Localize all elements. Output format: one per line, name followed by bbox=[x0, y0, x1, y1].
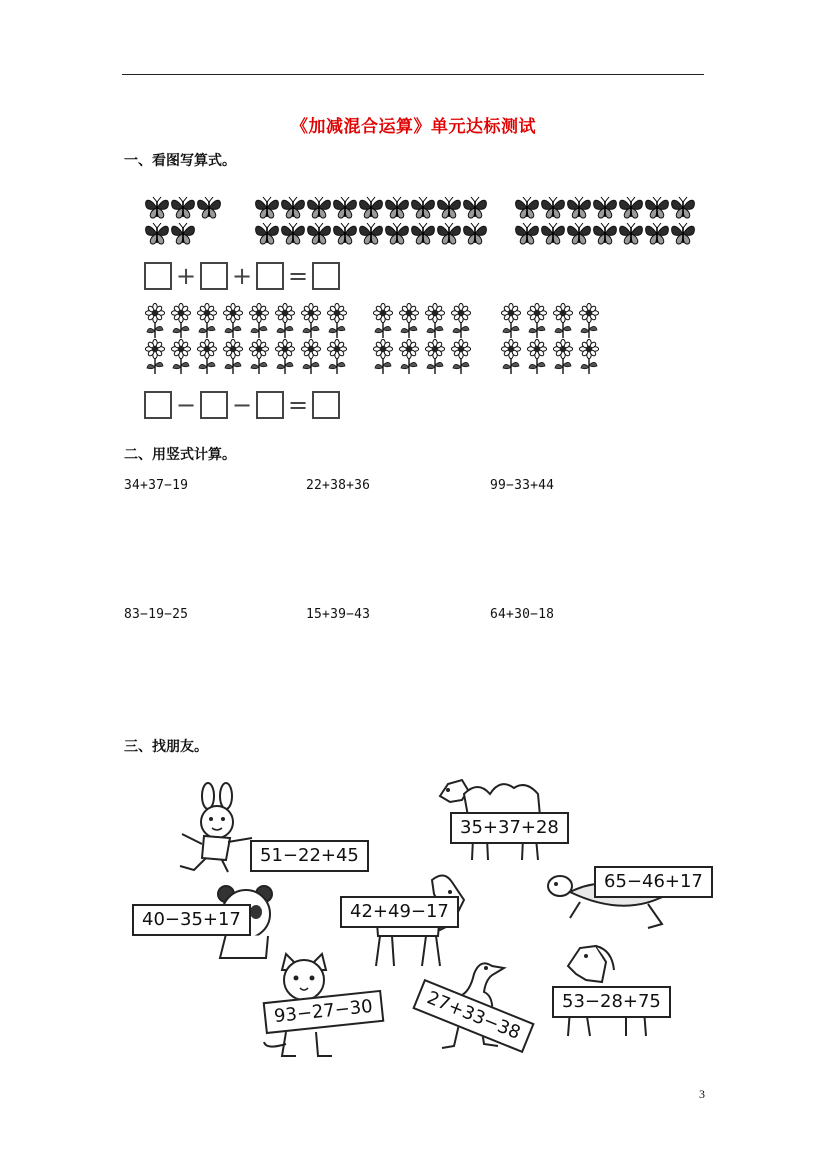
equals-sign: = bbox=[287, 262, 309, 290]
answer-box[interactable] bbox=[144, 391, 172, 419]
flower-icon bbox=[298, 303, 324, 339]
section-2-heading: 二、用竖式计算。 bbox=[124, 447, 236, 463]
problem-2: 22+38+36 bbox=[306, 478, 371, 493]
flower-icon bbox=[550, 303, 576, 339]
page-number: 3 bbox=[699, 1087, 705, 1101]
flower-icon bbox=[370, 303, 396, 339]
problem-6: 64+30−18 bbox=[490, 607, 555, 622]
flower-icon bbox=[168, 339, 194, 375]
answer-box[interactable] bbox=[312, 391, 340, 419]
butterfly-icon bbox=[436, 195, 462, 221]
section-3-heading: 三、找朋友。 bbox=[124, 739, 208, 755]
flower-group-3 bbox=[498, 303, 602, 375]
expression-card[interactable]: 35+37+28 bbox=[450, 812, 569, 844]
expression-card[interactable]: 27+33−38 bbox=[412, 979, 534, 1053]
flower-group-2 bbox=[370, 303, 474, 375]
flower-icon bbox=[324, 339, 350, 375]
flower-icon bbox=[272, 339, 298, 375]
butterfly-icon bbox=[306, 195, 332, 221]
butterfly-icon bbox=[618, 195, 644, 221]
problem-1: 34+37−19 bbox=[124, 478, 189, 493]
minus-sign: − bbox=[231, 391, 253, 419]
butterfly-icon bbox=[566, 195, 592, 221]
butterfly-icon bbox=[618, 221, 644, 247]
butterfly-icon bbox=[540, 195, 566, 221]
flower-icon bbox=[576, 339, 602, 375]
butterfly-icon bbox=[644, 221, 670, 247]
header-rule bbox=[122, 74, 704, 75]
page-title: 《加减混合运算》单元达标测试 bbox=[291, 117, 536, 137]
flower-icon bbox=[396, 303, 422, 339]
answer-box[interactable] bbox=[200, 262, 228, 290]
flower-icon bbox=[220, 303, 246, 339]
flower-icon bbox=[550, 339, 576, 375]
butterfly-icon bbox=[462, 195, 488, 221]
equals-sign: = bbox=[287, 391, 309, 419]
flower-icon bbox=[246, 339, 272, 375]
equation-row-2 bbox=[144, 388, 340, 422]
butterfly-icon bbox=[670, 221, 696, 247]
flower-icon bbox=[168, 303, 194, 339]
butterfly-icon bbox=[384, 221, 410, 247]
flower-icon bbox=[272, 303, 298, 339]
flower-icon bbox=[448, 339, 474, 375]
flower-icon bbox=[142, 339, 168, 375]
butterfly-icon bbox=[462, 221, 488, 247]
answer-box[interactable] bbox=[256, 262, 284, 290]
flower-icon bbox=[396, 339, 422, 375]
expression-card[interactable]: 51−22+45 bbox=[250, 840, 369, 872]
answer-box[interactable] bbox=[144, 262, 172, 290]
flower-icon bbox=[246, 303, 272, 339]
butterfly-group-2 bbox=[254, 195, 494, 247]
butterfly-icon bbox=[254, 221, 280, 247]
butterfly-icon bbox=[332, 221, 358, 247]
butterfly-icon bbox=[644, 195, 670, 221]
flower-icon bbox=[576, 303, 602, 339]
butterfly-icon bbox=[410, 195, 436, 221]
butterfly-icon bbox=[592, 221, 618, 247]
problem-3: 99−33+44 bbox=[490, 478, 555, 493]
problem-4: 83−19−25 bbox=[124, 607, 189, 622]
flower-icon bbox=[194, 339, 220, 375]
problem-5: 15+39−43 bbox=[306, 607, 371, 622]
butterfly-icon bbox=[170, 221, 196, 247]
butterfly-group-1 bbox=[144, 195, 240, 247]
butterfly-icon bbox=[280, 195, 306, 221]
answer-box[interactable] bbox=[256, 391, 284, 419]
butterfly-icon bbox=[332, 195, 358, 221]
minus-sign: − bbox=[175, 391, 197, 419]
flower-icon bbox=[298, 339, 324, 375]
flower-icon bbox=[370, 339, 396, 375]
flower-group-1 bbox=[142, 303, 350, 375]
flower-icon bbox=[498, 339, 524, 375]
section-1-heading: 一、看图写算式。 bbox=[124, 153, 236, 169]
flower-icon bbox=[524, 339, 550, 375]
butterfly-icon bbox=[196, 195, 222, 221]
butterfly-icon bbox=[358, 221, 384, 247]
flower-icon bbox=[422, 339, 448, 375]
butterfly-icon bbox=[384, 195, 410, 221]
expression-card[interactable]: 93−27−30 bbox=[263, 990, 385, 1034]
butterfly-icon bbox=[540, 221, 566, 247]
equation-row-1 bbox=[144, 259, 340, 293]
plus-sign: + bbox=[175, 262, 197, 290]
butterfly-icon bbox=[514, 195, 540, 221]
flower-icon bbox=[524, 303, 550, 339]
flower-icon bbox=[498, 303, 524, 339]
butterfly-icon bbox=[280, 221, 306, 247]
butterfly-icon bbox=[410, 221, 436, 247]
flower-icon bbox=[422, 303, 448, 339]
butterfly-icon bbox=[436, 221, 462, 247]
butterfly-icon bbox=[514, 221, 540, 247]
flower-icon bbox=[142, 303, 168, 339]
butterfly-icon bbox=[670, 195, 696, 221]
answer-box[interactable] bbox=[312, 262, 340, 290]
butterfly-icon bbox=[144, 221, 170, 247]
flower-icon bbox=[448, 303, 474, 339]
butterfly-icon bbox=[358, 195, 384, 221]
butterfly-icon bbox=[170, 195, 196, 221]
butterfly-icon bbox=[144, 195, 170, 221]
butterfly-icon bbox=[592, 195, 618, 221]
expression-card[interactable]: 40−35+17 bbox=[132, 904, 251, 936]
plus-sign: + bbox=[231, 262, 253, 290]
expression-card[interactable]: 53−28+75 bbox=[552, 986, 671, 1018]
flower-icon bbox=[220, 339, 246, 375]
answer-box[interactable] bbox=[200, 391, 228, 419]
butterfly-group-3 bbox=[514, 195, 696, 247]
butterfly-icon bbox=[306, 221, 332, 247]
butterfly-icon bbox=[254, 195, 280, 221]
butterfly-icon bbox=[566, 221, 592, 247]
expression-card[interactable]: 42+49−17 bbox=[340, 896, 459, 928]
expression-card[interactable]: 65−46+17 bbox=[594, 866, 713, 898]
flower-icon bbox=[194, 303, 220, 339]
flower-icon bbox=[324, 303, 350, 339]
